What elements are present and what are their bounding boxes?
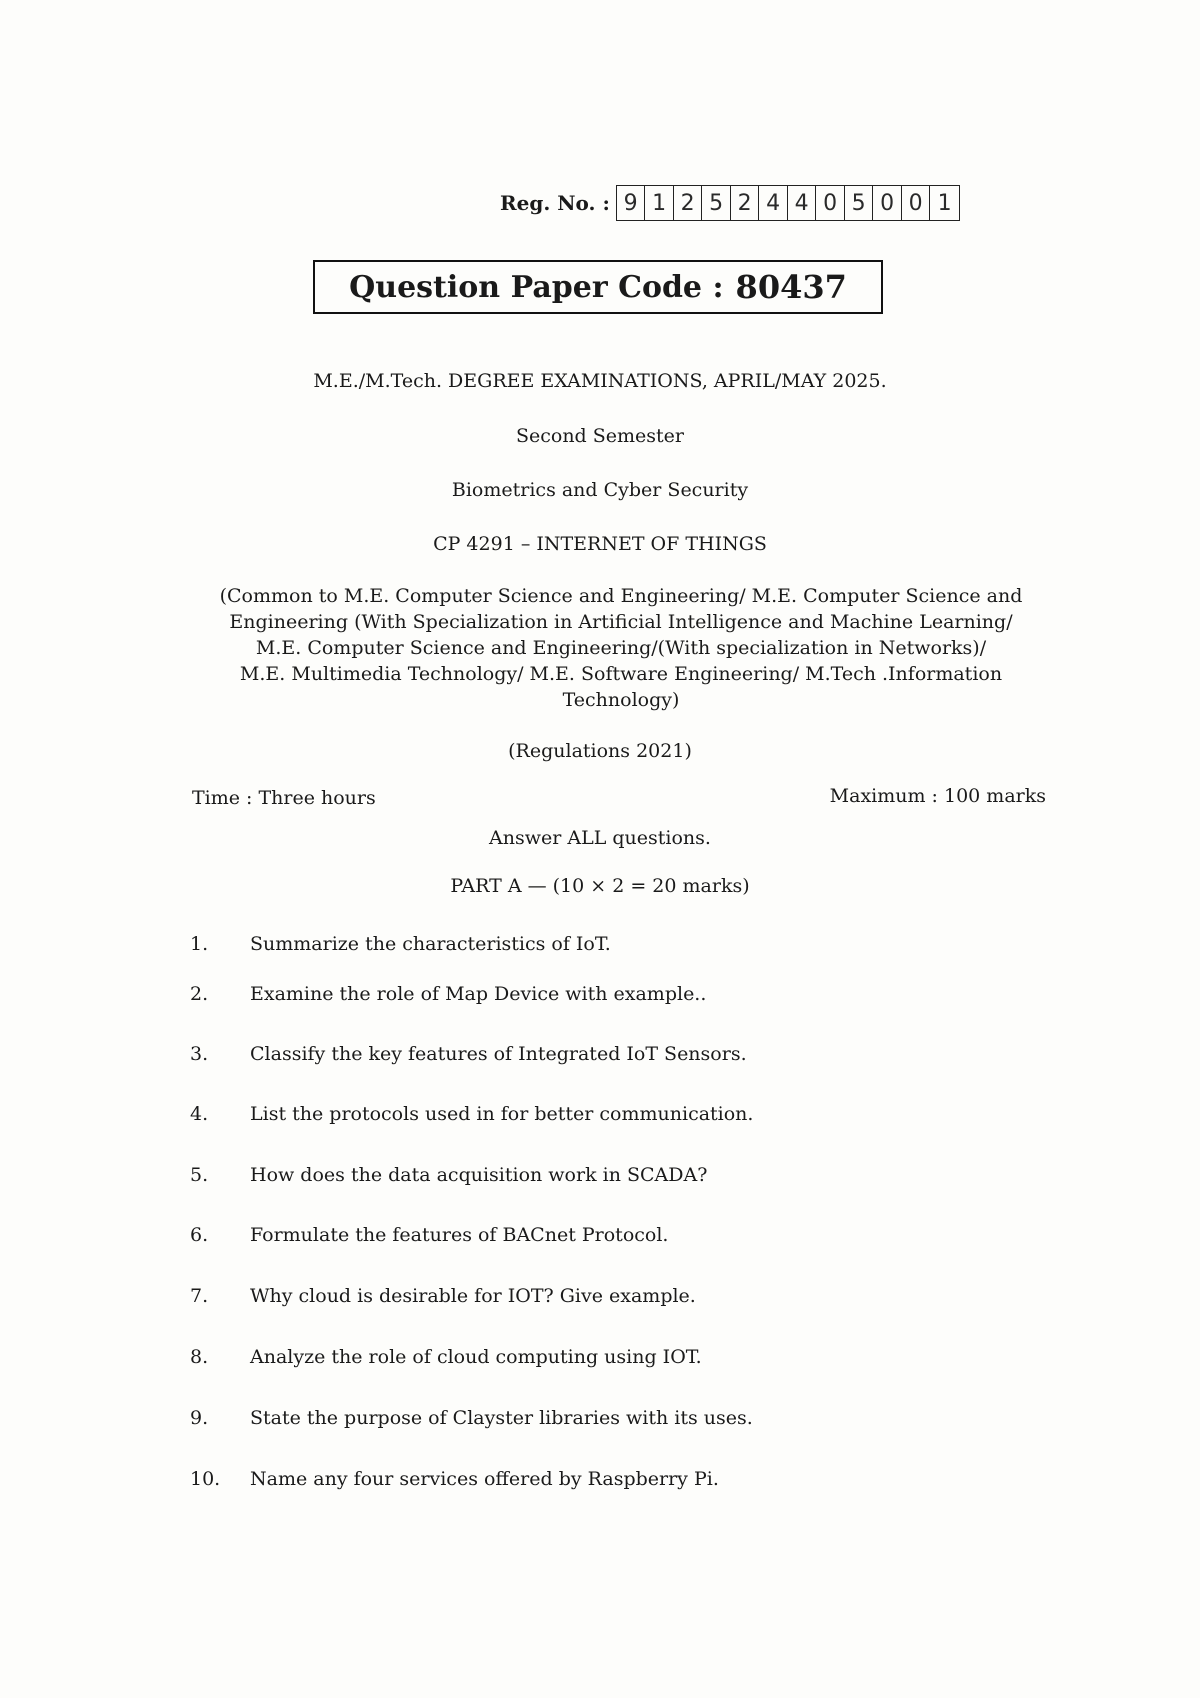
reg-digit: 0 (816, 186, 845, 220)
maximum-marks: Maximum : 100 marks (829, 785, 1046, 807)
question-text: Formulate the features of BACnet Protocol. (250, 1224, 669, 1246)
reg-digit: 5 (845, 186, 874, 220)
common-line: Engineering (With Specialization in Artificial Intelligence and Machine Learning/ (229, 611, 1013, 633)
registration-number (500, 183, 960, 223)
common-line: Technology) (562, 689, 680, 711)
question-text: Classify the key features of Integrated IoT Sensors. (250, 1043, 747, 1065)
question-text: State the purpose of Clayster libraries with its uses. (250, 1407, 753, 1429)
question-item (190, 933, 611, 955)
question-text: Summarize the characteristics of IoT. (250, 933, 611, 955)
course-title: CP 4291 – INTERNET OF THINGS (433, 533, 767, 555)
common-to-note (196, 583, 1046, 713)
part-a-heading: PART A — (10 × 2 = 20 marks) (450, 875, 750, 897)
question-number: 2. (190, 983, 209, 1005)
time-allowed: Time : Three hours (192, 787, 376, 809)
question-paper-code-box (313, 260, 883, 314)
question-item (190, 1346, 702, 1368)
reg-digit: 9 (617, 186, 646, 220)
question-number: 1. (190, 933, 209, 955)
reg-digit: 5 (702, 186, 731, 220)
question-text: List the protocols used in for better communication. (250, 1103, 754, 1125)
reg-digit: 1 (645, 186, 674, 220)
reg-digit: 2 (674, 186, 703, 220)
question-text: Why cloud is desirable for IOT? Give example. (250, 1285, 696, 1307)
paper-code-label: Question Paper Code : (349, 269, 724, 305)
question-number: 9. (190, 1407, 209, 1429)
reg-digit: 4 (788, 186, 817, 220)
question-number: 10. (190, 1468, 221, 1490)
exam-title: M.E./M.Tech. DEGREE EXAMINATIONS, APRIL/MAY 2025. (313, 370, 887, 392)
question-item (190, 983, 706, 1005)
question-item (190, 1407, 753, 1429)
reg-label: Reg. No. : (500, 191, 610, 215)
common-line: M.E. Computer Science and Engineering/(With specialization in Networks)/ (255, 637, 987, 659)
reg-digit: 2 (731, 186, 760, 220)
question-number: 3. (190, 1043, 209, 1065)
question-number: 4. (190, 1103, 209, 1125)
regulations: (Regulations 2021) (508, 740, 692, 762)
question-number: 5. (190, 1164, 209, 1186)
semester: Second Semester (515, 425, 684, 447)
question-item (190, 1164, 707, 1186)
question-item (190, 1103, 753, 1125)
question-text: Analyze the role of cloud computing using IOT. (250, 1346, 702, 1368)
question-item (190, 1043, 747, 1065)
branch: Biometrics and Cyber Security (451, 479, 749, 501)
question-number: 7. (190, 1285, 209, 1307)
question-item (190, 1468, 719, 1490)
reg-digit: 0 (873, 186, 902, 220)
question-number: 6. (190, 1224, 209, 1246)
paper-code-value: 80437 (735, 268, 847, 306)
instruction: Answer ALL questions. (489, 827, 711, 849)
question-item (190, 1285, 696, 1307)
reg-digit: 1 (937, 190, 952, 216)
reg-digit: 0 (902, 186, 931, 220)
reg-digit-boxes (616, 185, 960, 221)
common-line: (Common to M.E. Computer Science and Engineering/ M.E. Computer Science and (219, 585, 1023, 607)
question-text: How does the data acquisition work in SCADA? (250, 1164, 708, 1186)
question-text: Examine the role of Map Device with example.. (250, 983, 707, 1005)
reg-digit: 4 (759, 186, 788, 220)
question-text: Name any four services offered by Raspberry Pi. (250, 1468, 719, 1490)
question-item (190, 1224, 668, 1246)
question-number: 8. (190, 1346, 209, 1368)
common-line: M.E. Multimedia Technology/ M.E. Software Engineering/ M.Tech .Information (239, 663, 1003, 685)
